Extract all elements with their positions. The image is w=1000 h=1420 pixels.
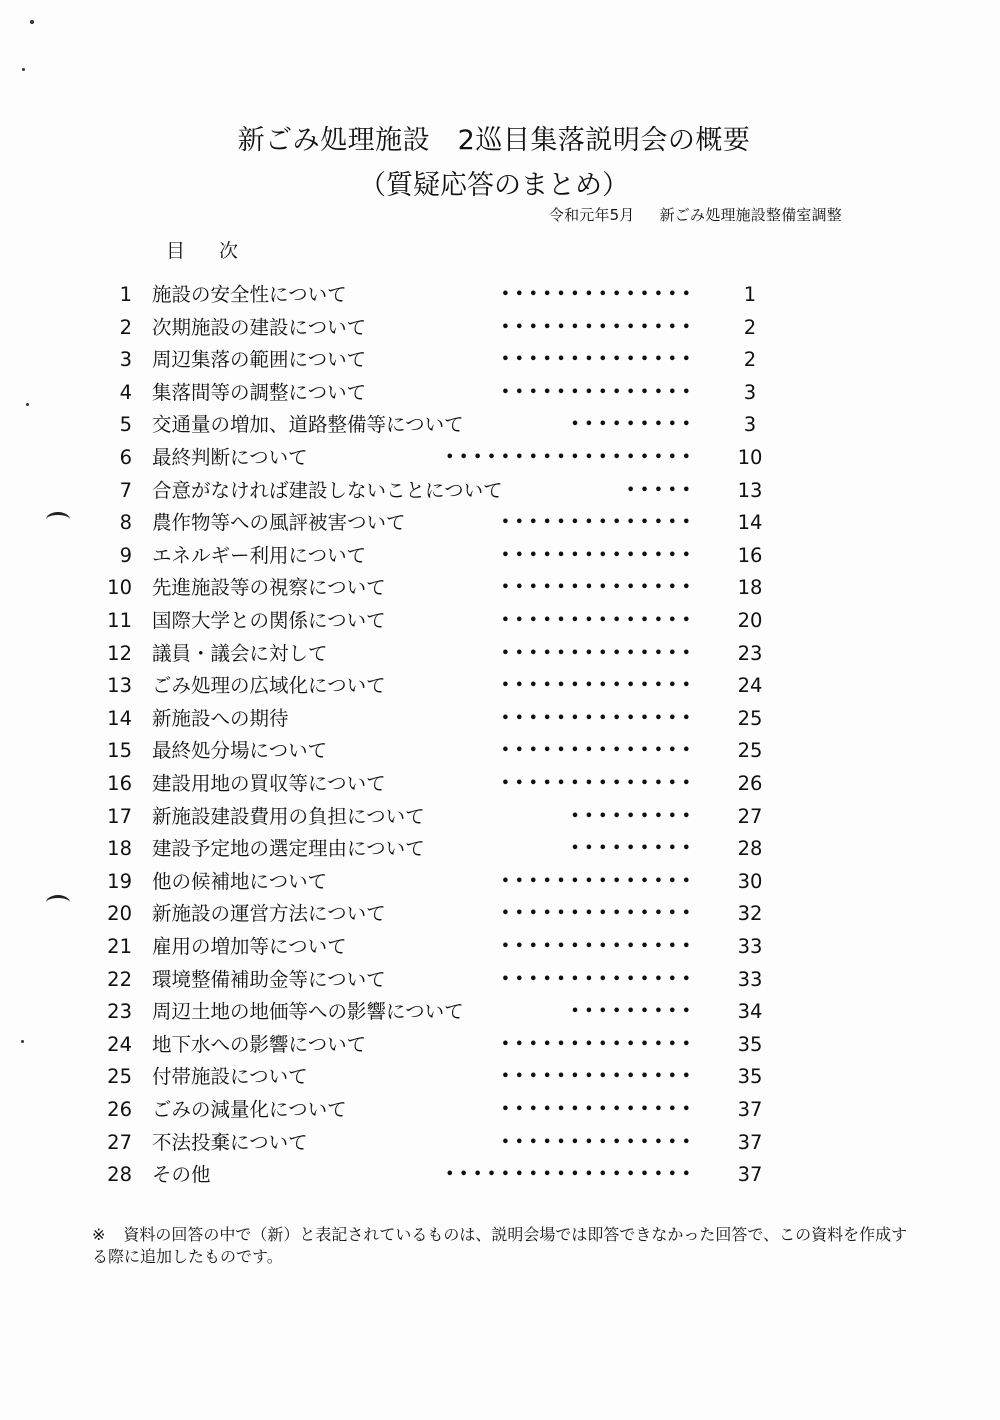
toc-label: 集落間等の調整について: [152, 380, 367, 404]
toc-label: 農作物等への風評被害ついて: [152, 511, 406, 535]
toc-leader-dots: ••••••••••••••: [501, 743, 696, 759]
toc-leader-dots: ••••••••••••••: [501, 939, 696, 954]
toc-number: 22: [107, 967, 132, 991]
toc-number: 11: [107, 609, 132, 632]
toc-number: 8: [119, 511, 132, 535]
toc-row: [0, 541, 1000, 571]
toc-label: 建設用地の買収等について: [152, 772, 386, 795]
toc-label: 新施設建設費用の負担について: [152, 804, 425, 828]
toc-number: 16: [107, 772, 132, 795]
toc-label: 環境整備補助金等について: [152, 967, 386, 991]
toc-number: 1: [119, 283, 132, 306]
toc-page-number: 14: [737, 511, 763, 535]
toc-label: 先進施設等の視察について: [152, 576, 386, 600]
toc-leader-dots: ••••••••••••••••••: [445, 1167, 696, 1183]
toc-number: 23: [107, 1000, 132, 1024]
toc-leader-dots: ••••••••••••••: [501, 613, 696, 628]
toc-page-number: 26: [737, 772, 763, 795]
toc-heading: 目 次: [166, 240, 253, 262]
toc-page-number: 20: [737, 609, 763, 632]
toc-label: 次期施設の建設について: [152, 315, 367, 339]
toc-row: [0, 313, 1000, 343]
toc-page-number: 37: [737, 1098, 763, 1121]
toc-leader-dots: •••••••••: [570, 808, 696, 824]
toc-page-number: 23: [737, 641, 763, 665]
toc-number: 5: [119, 413, 132, 437]
toc-leader-dots: ••••••••••••••: [501, 384, 696, 400]
toc-label: 周辺集落の範囲について: [152, 348, 367, 372]
document-subtitle-text: （質疑応答のまとめ）: [359, 170, 629, 201]
toc-page-number: 25: [737, 739, 763, 763]
toc-page-number: 28: [737, 837, 763, 861]
document-title-text: 新ごみ処理施設 2巡目集落説明会の概要: [237, 125, 751, 156]
toc-row: [0, 769, 1000, 799]
toc-leader-dots: ••••••••••••••: [501, 1134, 696, 1150]
toc-number: 18: [107, 837, 132, 861]
document-department: 新ごみ処理施設整備室調整: [659, 206, 842, 224]
toc-row: [0, 802, 1000, 832]
toc-label: 新施設の運営方法について: [152, 902, 386, 926]
toc-row: [0, 1128, 1000, 1158]
toc-row: [0, 965, 1000, 995]
toc-leader-dots: ••••••••••••••: [501, 287, 696, 302]
scan-punch-mark: [46, 512, 70, 527]
toc-page-number: 35: [737, 1065, 763, 1089]
toc-page-number: 37: [737, 1130, 763, 1154]
toc-label: 最終判断について: [152, 446, 308, 469]
toc-row: [0, 378, 1000, 408]
footnote: [92, 1224, 912, 1268]
toc-page-number: 30: [737, 869, 763, 893]
toc-number: 28: [107, 1163, 132, 1187]
toc-row: [0, 639, 1000, 669]
toc-page-number: 2: [743, 315, 757, 339]
toc-row: [0, 573, 1000, 603]
toc-label: 施設の安全性について: [152, 283, 347, 306]
toc-label: 新施設への期待: [152, 706, 289, 730]
toc-page-number: 37: [737, 1163, 763, 1187]
scan-punch-mark: [46, 895, 70, 910]
toc-number: 13: [107, 674, 132, 698]
toc-number: 19: [107, 869, 132, 893]
toc-page-number: 3: [743, 380, 757, 404]
toc-leader-dots: •••••••••: [570, 417, 696, 433]
document-title: [0, 118, 1000, 157]
toc-leader-dots: ••••••••••••••: [501, 776, 696, 791]
toc-label: ごみ処理の広域化について: [152, 674, 386, 698]
toc-leader-dots: ••••••••••••••: [501, 1069, 696, 1085]
toc-page-number: 1: [743, 283, 757, 306]
note-text: 資料の回答の中で（新）と表記されているものは、説明会場では即答できなかった回答で、この資料を作成する際に追加したものです。: [92, 1225, 908, 1266]
toc-leader-dots: ••••••••••••••: [501, 678, 696, 694]
toc-leader-dots: ••••••••••••••: [501, 710, 696, 726]
toc-label: 建設予定地の選定理由について: [152, 837, 425, 861]
toc-page-number: 33: [737, 967, 763, 991]
toc-page-number: 33: [737, 935, 763, 958]
document-subtitle: [0, 163, 1000, 202]
toc-row: [0, 508, 1000, 538]
toc-leader-dots: •••••••••: [570, 1004, 696, 1020]
toc-number: 3: [119, 348, 132, 372]
note-mark: ※: [92, 1225, 106, 1244]
toc-number: 17: [107, 804, 132, 828]
toc-leader-dots: ••••••••••••••: [501, 515, 696, 531]
toc-page-number: 24: [737, 674, 763, 698]
toc-page-number: 27: [737, 804, 763, 828]
toc-leader-dots: ••••••••••••••••••: [445, 450, 696, 465]
toc-row: [0, 1062, 1000, 1092]
toc-page-number: 18: [737, 576, 763, 600]
toc-label: 最終処分場について: [152, 739, 328, 763]
toc-row: [0, 1160, 1000, 1190]
toc-leader-dots: ••••••••••••••: [501, 873, 696, 889]
toc-label: エネルギー利用について: [152, 543, 367, 567]
toc-number: 10: [107, 576, 132, 600]
toc-page-number: 34: [737, 1000, 763, 1024]
toc-row: [0, 280, 1000, 310]
toc-row: [0, 1095, 1000, 1125]
toc-leader-dots: ••••••••••••••: [501, 580, 696, 596]
toc-number: 12: [107, 641, 132, 665]
toc-page-number: 16: [737, 543, 763, 567]
toc-page-number: 2: [743, 348, 757, 372]
toc-label: 交通量の増加、道路整備等について: [152, 413, 464, 437]
toc-leader-dots: ••••••••••••••: [501, 1102, 696, 1117]
toc-row: [0, 704, 1000, 734]
toc-label: 合意がなければ建設しないことについて: [152, 478, 503, 502]
toc-label: 他の候補地について: [152, 869, 328, 893]
document-date: 令和元年5月: [548, 206, 635, 224]
toc-leader-dots: ••••••••••••••: [501, 1036, 696, 1052]
toc-label: 不法投棄について: [152, 1130, 308, 1154]
toc-leader-dots: ••••••••••••••: [501, 971, 696, 987]
toc-number: 27: [107, 1130, 132, 1154]
toc-row: [0, 443, 1000, 473]
toc-row: [0, 997, 1000, 1027]
toc-leader-dots: •••••: [626, 482, 696, 498]
toc-row: [0, 410, 1000, 440]
toc-page-number: 35: [737, 1032, 763, 1056]
toc-leader-dots: ••••••••••••••: [501, 645, 696, 661]
toc-number: 4: [119, 380, 132, 404]
toc-row: [0, 1030, 1000, 1060]
toc-row: [0, 476, 1000, 506]
scan-speck: [30, 20, 34, 24]
toc-leader-dots: ••••••••••••••: [501, 352, 696, 368]
toc-label: 国際大学との関係について: [152, 609, 386, 632]
toc-leader-dots: ••••••••••••••: [501, 319, 696, 335]
toc-number: 21: [107, 935, 132, 958]
toc-page-number: 3: [743, 413, 757, 437]
toc-label: 地下水への影響について: [152, 1032, 367, 1056]
toc-number: 9: [119, 543, 132, 567]
toc-row: [0, 345, 1000, 375]
toc-label: その他: [152, 1163, 211, 1187]
toc-row: [0, 899, 1000, 929]
toc-label: 周辺土地の地価等への影響について: [152, 1000, 464, 1024]
toc-number: 14: [107, 706, 132, 730]
toc-leader-dots: ••••••••••••••: [501, 906, 696, 922]
document-meta: [549, 204, 842, 225]
toc-number: 2: [119, 315, 132, 339]
toc-page-number: 10: [737, 446, 763, 469]
toc-row: [0, 834, 1000, 864]
toc-row: [0, 932, 1000, 962]
toc-row: [0, 867, 1000, 897]
scan-speck: [22, 68, 25, 71]
toc-label: 議員・議会に対して: [152, 641, 328, 665]
toc-number: 25: [107, 1065, 132, 1089]
toc-row: [0, 736, 1000, 766]
toc-leader-dots: ••••••••••••••: [501, 547, 696, 563]
toc-row: [0, 606, 1000, 636]
toc-label: 付帯施設について: [152, 1065, 308, 1089]
toc-number: 20: [107, 902, 132, 926]
toc-page-number: 32: [737, 902, 763, 926]
toc-page-number: 25: [737, 706, 763, 730]
toc-label: 雇用の増加等について: [152, 935, 347, 958]
scan-speck: [21, 1040, 24, 1043]
toc-number: 24: [107, 1032, 132, 1056]
toc-number: 6: [119, 446, 132, 469]
toc-number: 26: [107, 1098, 132, 1121]
toc-leader-dots: •••••••••: [570, 841, 696, 857]
scan-speck: [26, 403, 29, 406]
toc-number: 15: [107, 739, 132, 763]
toc-number: 7: [119, 478, 132, 502]
toc-label: ごみの減量化について: [152, 1098, 347, 1121]
toc-row: [0, 671, 1000, 701]
toc-page-number: 13: [737, 478, 763, 502]
